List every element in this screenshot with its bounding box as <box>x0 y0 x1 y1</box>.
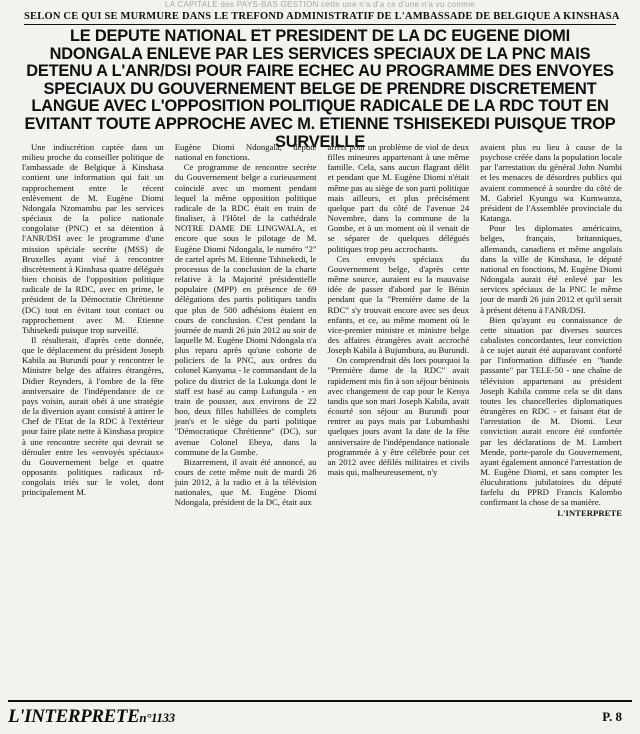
paragraph: On comprendrait dès lors pourquoi la "Première dame de la RDC" avait rapidement mis fin à son séjour béninois avec changement de cap pour le Kenya tandis que son mari Joseph Kabila, avait écourté son séjour au Burundi pour rentrer au pays mais par Lubumbashi quelques jours avant la date de la fête anniversaire de l'indépendance nationale programmée à y être célébrée pour cet an 2012 avec défilés militaires et civils mais qui, malheureusement, n'y <box>327 355 470 477</box>
paragraph: Bizarrement, il avait été annoncé, au cours de cette même nuit de mardi 26 juin 2012, à la radio et à la télévision nationales, que M. Eugène Diomi Ndongala, président de la DC, était aux <box>174 456 317 508</box>
page-footer <box>8 703 632 731</box>
paragraph: Ce programme de rencontre secrète du Gouvernement belge a curieusement coïncidé avec un moment pendant lequel la même opposition politique radicale de la RDC était en train de finaliser, à l'Hôtel de la cathédrale NOTRE DAME DE LINGWALA, et encore que sous le pilotage de M. Eugène Diomi Ndongala, le numéro "2" de cartel après M. Etienne Tshisekedi, le processus de la conclusion de la charte relative à la Majorité présidentielle populaire (MPP) en présence de 69 délégations des partis politiques tandis que plus de 500 adhésions étaient en cours de conclusion. C'est pendant la journée de mardi 26 juin 2012 au soir de laquelle M. Eugène Diomi Ndongala n'a plus reparu après qu'une cohorte de policiers de la PNC, aux ordres du colonel Kanyama - le commandant de la police du district de la Lukunga dont le staff est basé au camp Lufungula - en train de pousser, aux environs de 22 hoo, deux filles habillées de complets jean's et le siège du parti politique "Démocratique Chrétienne" (DC), sur avenue Colonel Ebeya, dans la commune de la Gombe. <box>174 162 317 457</box>
article-body-columns <box>22 142 622 698</box>
paragraph: Il résulterait, d'après cette donnée, que le déplacement du président Joseph Kabila au Burundi pour y rencontrer le Ministre belge des affaires étrangères, Didier Reynders, à l'ombre de la fête anniversaire de l'indépendance de ce pays voisin, aurait obéi à une stratégie de la diversion ayant consisté à attirer le Chef de l'Etat de la RDC à l'extérieur pour faire plate nette à Kinshasa propice à une rencontre secrète qui devrait se dérouler entre les «envoyés spéciaux» du Gouvernement belge et quatre opposants politiques radicaux rd-congolais triés sur le volet, dont principalement M. <box>22 334 164 498</box>
article-signature: L'INTERPRETE <box>557 507 622 518</box>
top-page-fragment: LA CAPITALE des PAYS-BAS GESTION cette une n'a d'a ce d'une n'a vu comme <box>164 0 476 9</box>
article-kicker: SELON CE QUI SE MURMURE DANS LE TREFOND ADMINISTRATIF DE L'AMBASSADE DE BELGIQUE A KINSHASA <box>24 11 616 25</box>
page-number: P. 8 <box>602 709 622 724</box>
paragraph: Pour les diplomates américains, belges, français, britanniques, allemands, canadiens et même angolais dans la ville de Kinshasa, le député national en fonctions, M. Eugène Diomi Ndongala aurait été enlevé par les services spéciaux de la PNC le même jour de mardi 26 juin 2012 et qu'il serait à présent détenu à l'ANR/DSI. <box>480 223 622 315</box>
masthead-issue: n°1133 <box>139 710 175 725</box>
column-2 <box>175 142 317 698</box>
paragraph: Une indiscrétion captée dans un milieu proche du conseiller politique de l'ambassade de Belgique à Kinshasa contient une information qui fait un rapprochement entre le récent enlèvement de M. Eugène Diomi Ndongala Nzomambu par les services spéciaux de la police nationale congolaise (PNC) et sa détention à l'ANR/DSI avec le programme d'une mission spéciale secrète (MSS) de Bruxelles ayant visé à rencontrer discrètement à Kinshasa quatre délégués bien choisis de l'opposition politique radicale de la RDC, avec en prime, le président de la Démocratie Chrétienne (DC) tout en évitant tout contact ou rapprochement avec M. Etienne Tshisekedi puisque trop surveillé. <box>22 142 164 335</box>
paragraph: arrêts pour un problème de viol de deux filles mineures appartenant à une même famille. Cela, sans aucun flagrant délit et pendant que M. Eugène Diomi n'était même pas au siège de son parti politique mais ailleurs, et plus précisément quelque part du côté de l'avenue 24 Novembre, dans la commune de la Gombe, et à un moment où il venait de se séparer de quelques délégués politiques trop peu accrochants. <box>327 142 470 254</box>
paragraph: avaient plus eu lieu à cause de la psychose créée dans la population locale par l'arrestation du général John Numbi et les menaces de désordres publics qui avaient commencé à sourdre du côté de M. Gabriel Kyungu wa Kumwanza, président de l'Assemblée provinciale du Katanga. <box>480 142 622 224</box>
article-headline: LE DEPUTE NATIONAL ET PRESIDENT DE LA DC EUGENE DIOMI NDONGALA ENLEVE PAR LES SERVICES SPECIAUX DE LA PNC MAIS DETENU A L'ANR/DSI POUR FAIRE ECHEC AU PROGRAMME DES ENVOYES SPECIAUX DU GOUVERNEMENT BELGE DE PRENDRE DISCRETEMENT LANGUE AVEC L'OPPOSITION POLITIQUE RADICALE DE LA RDC TOUT EN EVITANT TOUTE APPROCHE AVEC M. ETIENNE TSHISEKEDI PUISQUE TROP SURVEILLE <box>24 27 616 151</box>
masthead <box>8 706 175 728</box>
footer-divider <box>8 700 632 702</box>
column-1 <box>22 142 164 698</box>
column-3 <box>328 142 470 698</box>
paragraph: Bien qu'ayant eu connaissance de cette situation par diverses sources cabalistes concordantes, leur conviction à ce sujet aurait été auparavant conforté par l'information diffusée en "bande passante" par TELE-50 - une chaîne de télévision appartenant au président Joseph Kabila comme cela se dit dans toutes les chancelleries diplomatiques étrangères en RDC - et faisant état de l'arrestation de M. Diomi. Leur conviction aurait encore été confortée par les déclarations de M. Lambert Mende, porte-parole du Gouvernement, ayant également annoncé l'arrestation de M. Eugène Diomi, et sans compter les élucubrations jubilatoires du député farfelu du PPRD Francis Kalombo confirmant la chose de sa manière. <box>480 314 622 508</box>
paragraph: Eugène Diomi Ndongala, député national en fonctions. <box>174 142 317 163</box>
paragraph: Ces envoyés spéciaux du Gouvernement belge, d'après cette même source, auraient eu la mauvaise idée de passer d'abord par le Bénin pendant que la "Première dame de la RDC" s'y trouvait encore avec ses deux enfants, et ce, au même moment où le vice-premier ministre et ministre belge des affaires étrangères avait accroché Joseph Kabila à Bujumbura, au Burundi. <box>327 253 470 356</box>
masthead-title: L'INTERPRETE <box>8 706 140 727</box>
column-4 <box>480 142 622 698</box>
